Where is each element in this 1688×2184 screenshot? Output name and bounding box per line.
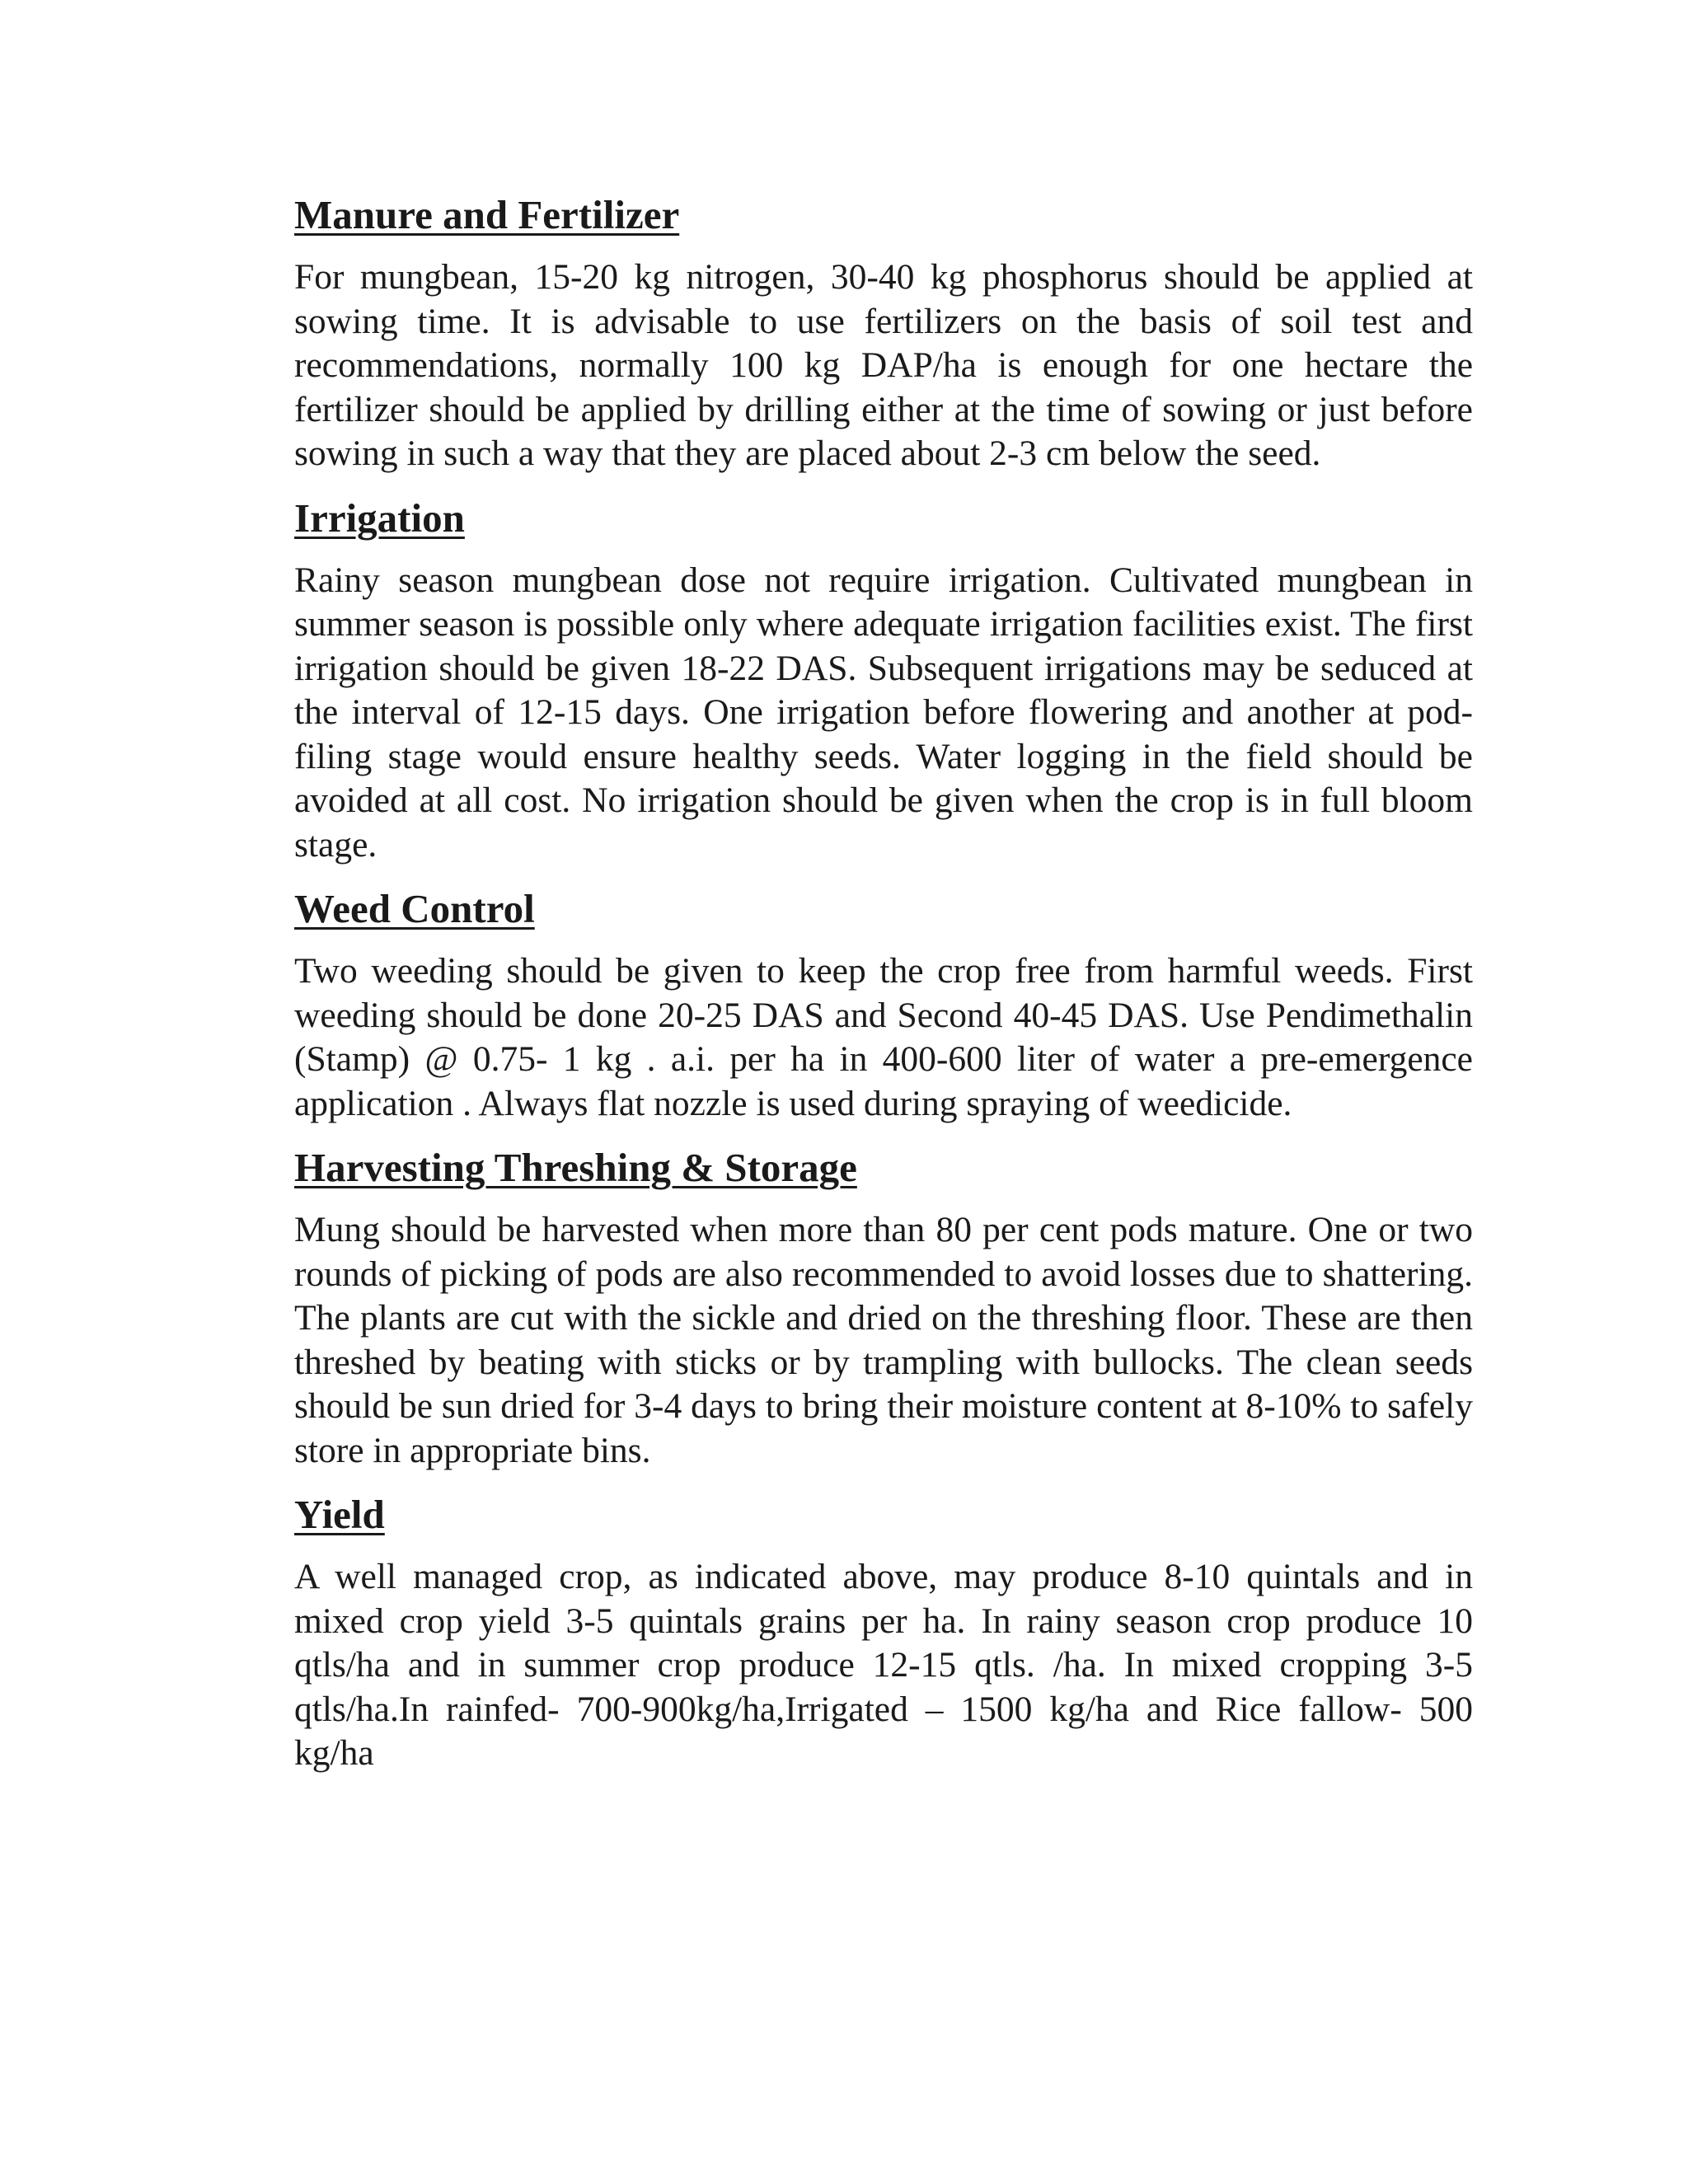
section-body: Mung should be harvested when more than 80 per cent pods mature. One or two rounds of picking of pods are also recommended to avoid losses due to shattering. The plants are cut with the sickle and dried on the threshing floor. These are then threshed by beating with sticks or by trampling with bullocks. The clean seeds should be sun dried for 3-4 days to bring their moisture content at 8-10% to safely store in appropriate bins. xyxy=(294,1210,1473,1470)
section-heading: Irrigation xyxy=(294,494,465,541)
section-body: A well managed crop, as indicated above, may produce 8-10 quintals and in mixed crop yield 3-5 quintals grains per ha. In rainy season crop produce 10 qtls/ha and in summer crop produce 12-15 qtls. /ha. In mixed cropping 3-5 qtls/ha.In rainfed- 700-900kg/ha,Irrigated – 1500 kg/ha and Rice fallow- 500 kg/ha xyxy=(294,1557,1473,1773)
document-page xyxy=(294,191,1473,1794)
section-manure-and-fertilizer xyxy=(294,191,1473,476)
section-body: For mungbean, 15-20 kg nitrogen, 30-40 kg phosphorus should be applied at sowing time. It is advisable to use fertilizers on the basis of soil test and recommendations, normally 100 kg DAP/ha is enough for one hectare the fertilizer should be applied by drilling either at the time of sowing or just before sowing in such a way that they are placed about 2-3 cm below the seed. xyxy=(294,257,1473,473)
section-heading: Manure and Fertilizer xyxy=(294,192,680,237)
section-heading: Yield xyxy=(294,1492,385,1537)
section-weed-control xyxy=(294,885,1473,1126)
section-body: Rainy season mungbean dose not require irrigation. Cultivated mungbean in summer season is possible only where adequate irrigation facilities exist. The first irrigation should be given 18-22 DAS. Subsequent irrigations may be seduced at the interval of 12-15 days. One irrigation before flowering and another at pod-filing stage would ensure healthy seeds. Water logging in the field should be avoided at all cost. No irrigation should be given when the crop is in full bloom stage. xyxy=(294,560,1473,865)
section-body: Two weeding should be given to keep the crop free from harmful weeds. First weeding should be done 20-25 DAS and Second 40-45 DAS. Use Pendimethalin (Stamp) @ 0.75- 1 kg . a.i. per ha in 400-600 liter of water a pre-emergence application . Always flat nozzle is used during spraying of weedicide. xyxy=(294,951,1473,1123)
section-irrigation xyxy=(294,494,1473,868)
section-heading: Harvesting Threshing & Storage xyxy=(294,1145,857,1190)
section-heading: Weed Control xyxy=(294,886,535,931)
section-harvesting-threshing-storage xyxy=(294,1144,1473,1473)
section-yield xyxy=(294,1491,1473,1776)
